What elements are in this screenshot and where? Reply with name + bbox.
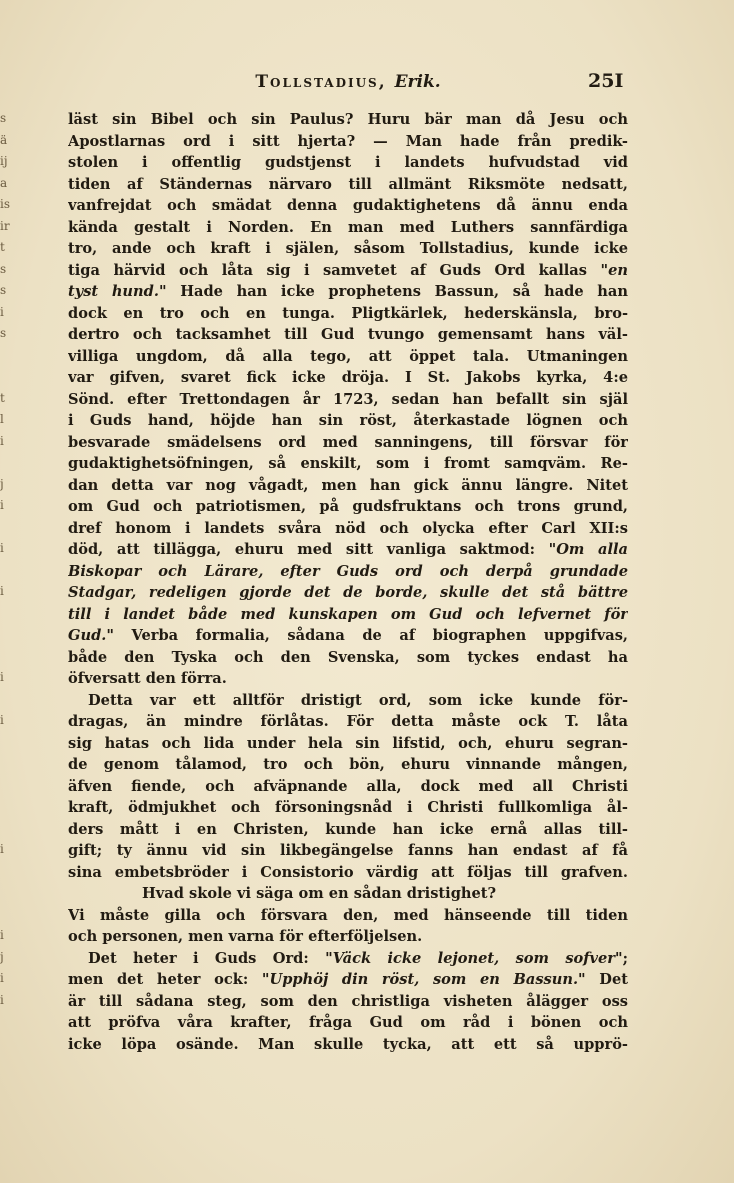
text-line [68,346,628,368]
text-line [68,690,628,712]
text-line [68,604,628,626]
margin-mark [0,517,18,539]
page-number: 25I [588,70,624,92]
margin-mark [0,732,18,754]
margin-mark [0,345,18,367]
italic-text-run: tyst hund." [68,283,167,300]
text-run: dertro och tacksamhet till Gud tvungo gemensamt hans väl- [68,326,628,343]
text-run: läst sin Bibel och sin Paulus? Huru bär man då Jesu och [68,111,628,128]
margin-mark [0,1033,18,1055]
text-run: besvarade smädelsens ord med sanningens, till försvar för [68,433,628,451]
margin-mark: l [0,412,4,426]
margin-mark: ij [0,154,8,168]
text-line [68,561,628,583]
text-run: i Guds hand, höjde han sin röst, återkastade lögnen och [68,412,628,429]
text-line [68,1012,628,1034]
text-run: öfversatt den förra. [68,670,227,687]
margin-mark [0,861,18,883]
text-run: men det heter ock: [68,971,262,988]
margin-mark [0,796,18,818]
italic-text-run: Gud." [68,627,114,644]
text-line [68,754,628,776]
text-line [68,862,628,884]
text-line [68,797,628,819]
margin-mark: s [0,326,7,340]
text-line [68,303,628,325]
margin-mark [0,624,18,646]
text-line [68,174,628,196]
text-line [68,1034,628,1056]
text-line [68,410,628,432]
margin-mark [0,646,18,668]
margin-mark: s [0,261,7,276]
margin-mark: ä [0,132,8,147]
text-run: kraft, ödmjukhet och försoningsnåd i Christi fullkomliga ål- [68,799,628,816]
running-header [68,72,628,92]
margin-mark: ir [0,218,10,233]
text-line [68,733,628,755]
text-line [68,475,628,497]
text-line [68,324,628,346]
text-line [68,711,628,733]
text-run: dan detta var nog vågadt, men han gick ännu längre. Nitet [68,476,628,494]
italic-text-run: Stadgar, redeligen gjorde det de borde, skulle det stå bättre [68,584,628,601]
text-run: icke löpa osände. Man skulle tycka, att ett så upprö- [68,1035,628,1053]
text-line [68,217,628,239]
text-line [68,195,628,217]
text-run: död, att tillägga, ehuru med sitt vanliga saktmod: [68,541,549,558]
margin-mark: i [0,433,4,448]
text-run: ; [622,949,628,967]
italic-text-run: "en [600,261,628,279]
margin-mark: i [0,971,4,985]
text-run: Apostlarnas ord i sitt hjerta? — Man hade från predik- [68,132,628,150]
margin-mark: t [0,240,5,254]
text-line [68,840,628,862]
text-run: var gifven, svaret fick icke dröja. I St. Jakobs kyrka, 4:e [68,369,628,386]
text-line [68,819,628,841]
text-run: gudaktighetsöfningen, så enskilt, som i fromt samqväm. Re- [68,455,628,472]
text-run: Hvad skole vi säga om en sådan dristighet? [142,885,497,902]
margin-mark: s [0,111,7,125]
margin-bleed-through [0,108,18,1054]
text-run: Hade han icke prophetens Bassun, så hade han [166,283,628,300]
margin-mark [0,753,18,775]
text-run: Detta var ett alltför dristigt ord, som icke kunde för- [88,691,628,709]
text-run: äfven fiende, och afväpnande alla, dock med all Christi [68,777,628,795]
text-run: vanfrejdat och smädat denna gudaktighetens då ännu enda [68,197,628,214]
italic-text-run: "Väck icke lejonet, som sofver" [325,949,623,967]
text-run: dref honom i landets svåra nöd och olycka efter Carl XII:s [68,519,628,537]
margin-mark [0,603,18,625]
text-line [68,152,628,174]
margin-mark: s [0,283,7,297]
text-line [68,496,628,518]
text-run: är till sådana steg, som den christliga visheten ålägger oss [68,992,628,1010]
text-line [68,948,628,970]
margin-mark: i [0,928,4,942]
text-run: ders mått i en Christen, kunde han icke ernå allas till- [68,820,628,838]
text-line [68,776,628,798]
text-run: Det heter i Guds Ord: [88,949,326,967]
text-run: tiden af Ständernas närvaro till allmänt Riksmöte nedsatt, [68,175,628,193]
margin-mark: j [0,949,4,964]
italic-text-run: till i landet både med kunskapen om Gud och lefvernet för [68,605,628,623]
text-line [68,926,628,948]
text-line [68,432,628,454]
text-line [68,131,628,153]
header-given-name: Erik. [394,72,441,92]
text-run: villiga ungdom, då alla tego, att öppet tala. Utmaningen [68,347,628,365]
text-run: Vi måste gilla och försvara den, med hänseende till tiden [68,906,628,924]
text-run: stolen i offentlig gudstjenst i landets hufvudstad vid [68,154,628,171]
text-run: sina embetsbröder i Consistorio värdig att följas till grafven. [68,863,628,881]
margin-mark [0,560,18,582]
text-run: både den Tyska och den Svenska, som tyckes endast ha [68,648,628,666]
text-run: Sönd. efter Trettondagen år 1723, sedan han befallt sin själ [68,390,628,408]
margin-mark [0,1011,18,1033]
text-run: sig hatas och lida under hela sin lifstid, och, ehuru segran- [68,734,628,752]
header-name: Tollstadius, [255,72,387,92]
margin-mark [0,882,18,904]
text-line [68,668,628,690]
text-line [68,969,628,991]
margin-mark: i [0,713,4,727]
margin-mark: t [0,390,5,405]
margin-mark: i [0,498,4,512]
text-line [68,539,628,561]
margin-mark: i [0,670,4,684]
text-run: dragas, än mindre förlåtas. För detta måste ock T. låta [68,713,628,730]
text-run: om Gud och patriotismen, på gudsfruktans och trons grund, [68,498,628,515]
italic-text-run: "Om alla [548,541,628,558]
margin-mark: a [0,175,8,190]
margin-mark: i [0,584,4,598]
body-text [68,109,628,1055]
text-line [68,625,628,647]
margin-mark [0,818,18,840]
text-run: tiga härvid och låta sig i samvetet af Guds Ord kallas [68,261,601,279]
text-line [68,367,628,389]
text-run: de genom tålamod, tro och bön, ehuru vinnande mången, [68,756,628,773]
text-line [68,453,628,475]
text-line [68,991,628,1013]
margin-mark [0,689,18,711]
text-run: Verba formalia, sådana de af biographen uppgifvas, [113,627,628,644]
margin-mark: i [0,992,4,1007]
margin-mark [0,366,18,388]
text-run: att pröfva våra krafter, fråga Gud om råd i bönen och [68,1014,628,1031]
italic-text-run: "Upphöj din röst, som en Bassun." [261,971,586,988]
text-line [68,518,628,540]
text-run: dock en tro och en tunga. Pligtkärlek, hederskänsla, bro- [68,304,628,322]
text-line [68,281,628,303]
text-line [68,109,628,131]
text-run: tro, ande och kraft i själen, såsom Tollstadius, kunde icke [68,240,628,257]
text-run: Det [585,971,628,988]
text-run: och personen, men varna för efterföljelsen. [68,928,423,945]
margin-mark: i [0,304,4,319]
text-run: kända gestalt i Norden. En man med Luthers sannfärdiga [68,218,628,236]
italic-text-run: Biskopar och Lärare, efter Guds ord och derpå grundade [68,562,628,580]
text-run: gift; ty ännu vid sin likbegängelse fanns han endast af få [68,842,628,859]
margin-mark: i [0,842,4,856]
text-line [68,905,628,927]
text-line [68,260,628,282]
text-line [68,582,628,604]
margin-mark [0,775,18,797]
margin-mark: i [0,541,4,555]
text-line [68,883,628,905]
margin-mark [0,904,18,926]
text-line [68,238,628,260]
text-line [68,389,628,411]
text-line [68,647,628,669]
margin-mark [0,452,18,474]
margin-mark: j [0,476,4,491]
margin-mark: is [0,197,10,211]
